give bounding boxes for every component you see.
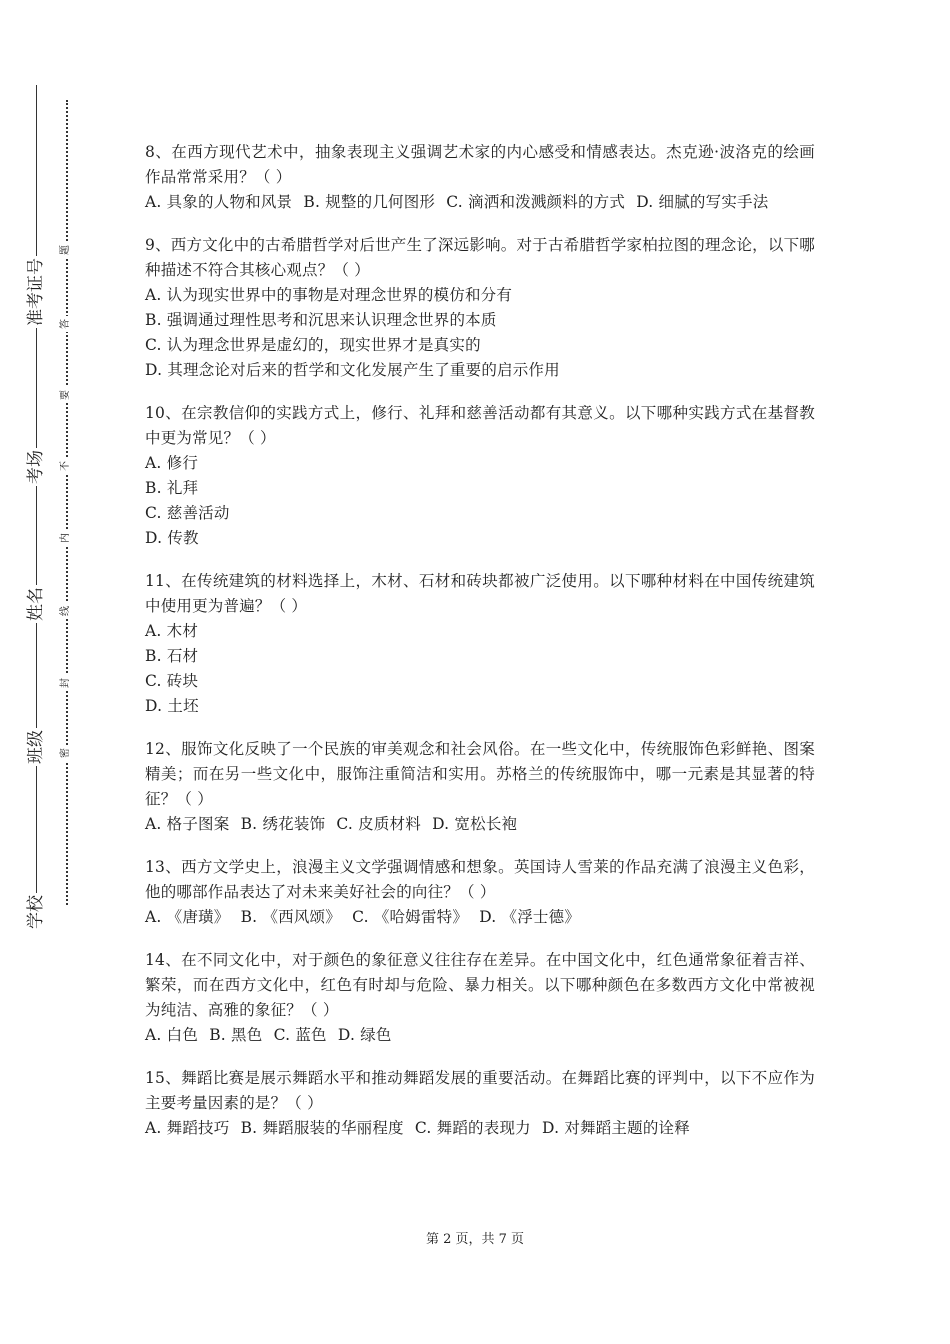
question-9: [145, 233, 815, 383]
question-text: 15、舞蹈比赛是展示舞蹈水平和推动舞蹈发展的重要活动。在舞蹈比赛的评判中，以下不应作为主要考量因素的是？（ ）: [145, 1069, 815, 1112]
option-a: A. 白色: [145, 1026, 199, 1044]
seal-char: 要: [58, 387, 74, 403]
option-c: C. 《哈姆雷特》: [352, 908, 469, 926]
question-text: 12、服饰文化反映了一个民族的审美观念和社会风俗。在一些文化中，传统服饰色彩鲜艳、图案精美；而在另一些文化中，服饰注重简洁和实用。苏格兰的传统服饰中，哪一元素是其显著的特征？（ ）: [145, 740, 815, 808]
option-c: C. 认为理念世界是虚幻的，现实世界才是真实的: [145, 336, 481, 354]
option-b: B. 石材: [145, 647, 199, 665]
option-c: C. 砖块: [145, 672, 199, 690]
option-a: A. 修行: [145, 454, 199, 472]
options-inline: [145, 190, 815, 215]
page-footer: 第 2 页，共 7 页: [425, 1232, 525, 1247]
options-inline: [145, 1023, 815, 1048]
option-d: D. 其理念论对后来的哲学和文化发展产生了重要的启示作用: [145, 361, 560, 379]
question-13: [145, 855, 815, 930]
label-exam-number: 准考证号: [26, 258, 46, 326]
option-c: C. 皮质材料: [336, 815, 421, 833]
question-10: [145, 401, 815, 551]
label-school: 学校: [26, 895, 46, 929]
option-a: A. 《唐璜》: [145, 908, 230, 926]
question-14: [145, 948, 815, 1048]
option-d: D. 绿色: [337, 1026, 392, 1044]
option-d: D. 宽松长袍: [432, 815, 518, 833]
option-c: C. 舞蹈的表现力: [414, 1119, 531, 1137]
seal-char: 内: [58, 530, 74, 546]
label-name: 姓名: [26, 587, 46, 621]
seal-char: 答: [58, 316, 74, 332]
option-c: C. 慈善活动: [145, 504, 230, 522]
question-text: 11、在传统建筑的材料选择上，木材、石材和砖块都被广泛使用。以下哪种材料在中国传统建筑中使用更为普遍？（ ）: [145, 572, 815, 615]
option-b: B. 舞蹈服装的华丽程度: [240, 1119, 404, 1137]
options-inline: [145, 812, 815, 837]
question-list: [145, 140, 815, 1159]
option-a: A. 认为现实世界中的事物是对理念世界的模仿和分有: [145, 286, 513, 304]
option-d: D. 土坯: [145, 697, 199, 715]
seal-char: 线: [58, 603, 74, 619]
option-c: C. 滴洒和泼溅颜料的方式: [446, 193, 626, 211]
option-d: D. 对舞蹈主题的诠释: [542, 1119, 690, 1137]
question-12: [145, 737, 815, 837]
option-a: A. 具象的人物和风景: [145, 193, 293, 211]
options-inline: [145, 1116, 815, 1141]
option-d: D. 细腻的写实手法: [636, 193, 769, 211]
option-a: A. 木材: [145, 622, 199, 640]
binding-solid-line: [36, 85, 37, 925]
option-b: B. 规整的几何图形: [303, 193, 436, 211]
seal-char: 封: [58, 675, 74, 691]
option-c: C. 蓝色: [273, 1026, 327, 1044]
question-text: 14、在不同文化中，对于颜色的象征意义往往存在差异。在中国文化中，红色通常象征着吉祥、繁荣，而在西方文化中，红色有时却与危险、暴力相关。以下哪种颜色在多数西方文化中常被视为纯洁、高雅的象征？（ ）: [145, 951, 815, 1019]
question-8: [145, 140, 815, 215]
option-d: D. 《浮士德》: [479, 908, 581, 926]
question-text: 13、西方文学史上，浪漫主义文学强调情感和想象。英国诗人雪莱的作品充满了浪漫主义色彩，他的哪部作品表达了对未来美好社会的向往？（ ）: [145, 858, 815, 901]
seal-char: 题: [58, 242, 74, 258]
question-text: 9、西方文化中的古希腊哲学对后世产生了深远影响。对于古希腊哲学家柏拉图的理念论，以下哪种描述不符合其核心观点？（ ）: [145, 236, 815, 279]
seal-char: 不: [58, 458, 74, 474]
option-b: B. 强调通过理性思考和沉思来认识理念世界的本质: [145, 311, 497, 329]
label-class: 班级: [26, 730, 46, 764]
question-text: 8、在西方现代艺术中，抽象表现主义强调艺术家的内心感受和情感表达。杰克逊·波洛克的绘画作品常常采用？（ ）: [145, 143, 815, 186]
option-b: B. 礼拜: [145, 479, 199, 497]
option-a: A. 舞蹈技巧: [145, 1119, 230, 1137]
binding-dotted-line: [66, 100, 68, 905]
seal-char: 密: [58, 745, 74, 761]
option-b: B. 绣花装饰: [240, 815, 326, 833]
question-text: 10、在宗教信仰的实践方式上，修行、礼拜和慈善活动都有其意义。以下哪种实践方式在基督教中更为常见？（ ）: [145, 404, 815, 447]
binding-margin: [0, 0, 100, 1344]
option-a: A. 格子图案: [145, 815, 230, 833]
option-b: B. 《西风颂》: [240, 908, 341, 926]
option-d: D. 传教: [145, 529, 199, 547]
options-inline: [145, 905, 815, 930]
question-11: [145, 569, 815, 719]
label-exam-room: 考场: [26, 450, 46, 484]
question-15: [145, 1066, 815, 1141]
option-b: B. 黑色: [209, 1026, 263, 1044]
